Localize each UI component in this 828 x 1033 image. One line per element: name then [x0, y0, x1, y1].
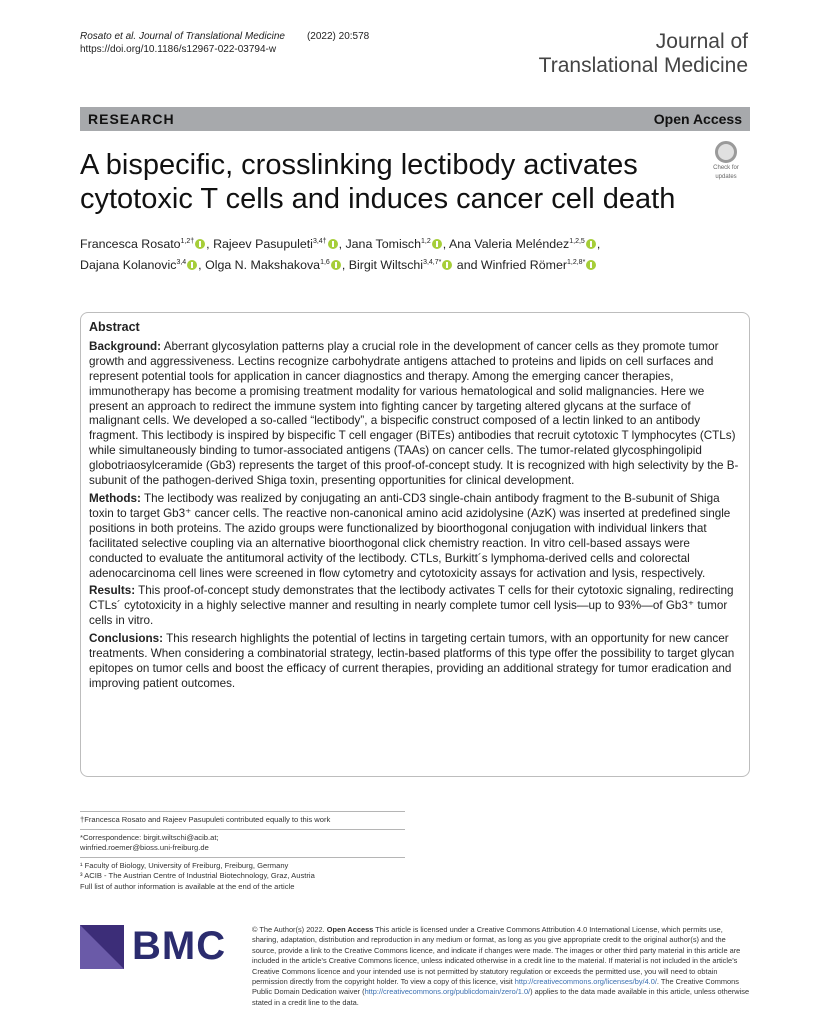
article-title-line1: A bispecific, crosslinking lectibody activates: [80, 149, 638, 181]
author-name: Birgit Wiltschi: [348, 258, 424, 272]
open-access-label: Open Access: [653, 111, 742, 127]
methods-text: The lectibody was realized by conjugating an anti-CD3 single-chain antibody fragment to the B-subunit of Shiga toxin to target Gb3⁺ cancer cells. The reactive non-canonical amino acid azidolysine (AzK) was inserted at predefined single positions in both proteins. The azido groups were functionalized by bioorthogonal conjugation with individual linkers that facilitated selective coupling via an alternative bioorthogonal click chemistry reaction. In vitro cell-based assays were conducted to evaluate the antitumoral activity of the lectibody. CTLs, Burkitt´s lymphoma-derived cells and colorectal adenocarcinoma cell lines were screened in flow cytometry and cytotoxicity assays for activation and lysis, respectively.: [89, 491, 731, 580]
license-body: This article is licensed under a Creative Commons Attribution 4.0 International License, which permits use, sharing, adaptation, distribution and reproduction in any medium or format, as long as you give appropriate credit to the original author(s) and the source, provide a link to the Creative Commons licence, and indicate if changes were made. The images or other third party material in this article are included in the article’s Creative Commons licence, unless indicated otherwise in a credit line to the material. If material is not included in the article’s Creative Commons licence and your intended use is not permitted by statutory regulation or exceeds the permitted use, you will need to obtain permission directly from the copyright holder. To view a copy of this licence, visit: [252, 925, 741, 987]
author-separator: ,: [206, 237, 214, 251]
journal-name-line2: Translational Medicine: [538, 54, 748, 77]
author-affiliation: 3,4†: [312, 238, 327, 245]
footnotes: [80, 811, 405, 895]
cc-by-link[interactable]: http://creativecommons.org/licenses/by/4.0/: [514, 977, 657, 987]
author-separator: ,: [442, 237, 449, 251]
author[interactable]: [345, 237, 442, 251]
author-separator: ,: [596, 237, 601, 251]
abstract-background: [89, 340, 741, 489]
author[interactable]: [80, 258, 198, 272]
affiliations-note: [80, 857, 405, 896]
bmc-wordmark: BMC: [132, 924, 227, 968]
affiliation-1: ¹ Faculty of Biology, University of Freiburg, Freiburg, Germany: [80, 860, 289, 870]
abstract-results: [89, 584, 741, 629]
author-name: Olga N. Makshakova: [205, 258, 321, 272]
copyright: © The Author(s) 2022.: [252, 925, 325, 934]
author[interactable]: [80, 237, 206, 251]
doi-link[interactable]: https://doi.org/10.1186/s12967-022-03794-w: [80, 44, 277, 55]
author-affiliation: 1,2: [421, 238, 431, 245]
orcid-icon[interactable]: [432, 239, 442, 249]
orcid-icon[interactable]: [586, 260, 596, 270]
abstract-methods: [89, 492, 741, 581]
correspondence-line-1[interactable]: *Correspondence: birgit.wiltschi@acib.at;: [80, 832, 219, 842]
equal-contribution-note: [80, 811, 405, 829]
author[interactable]: [213, 237, 339, 251]
license-text: [252, 925, 750, 1008]
results-text: This proof-of-concept study demonstrates that the lectibody activates T cells for their cytotoxic signaling, redirecting CTLs´ cytotoxicity in a highly selective manner and resulting in nearly complete tumor cell lysis—up to 93%—of Gb3⁺ tumor cells in vitro.: [89, 584, 734, 628]
orcid-icon[interactable]: [328, 239, 338, 249]
journal-name-line1: Journal of: [655, 30, 748, 53]
journal-name: [539, 30, 748, 78]
author-name: Dajana Kolanovic: [80, 258, 177, 272]
orcid-icon[interactable]: [331, 260, 341, 270]
results-label: Results:: [89, 584, 136, 598]
abstract-heading: Abstract: [89, 320, 140, 334]
full-author-info: Full list of author information is available at the end of the article: [80, 881, 295, 891]
equal-contribution-text: †Francesca Rosato and Rajeev Pasupuleti contributed equally to this work: [80, 815, 331, 824]
author-affiliation: 1,2†: [180, 238, 195, 245]
check-updates-label-2: updates: [715, 174, 737, 180]
bmc-logo: [80, 925, 250, 969]
orcid-icon[interactable]: [586, 239, 596, 249]
author-list: [80, 234, 750, 276]
license-body-2: . The Creative Commons Public Domain Dedication waiver (: [252, 977, 739, 997]
author[interactable]: [449, 237, 597, 251]
author-affiliation: 3,4,7*: [423, 259, 442, 266]
author[interactable]: [205, 258, 342, 272]
conclusions-text: This research highlights the potential of lectins in targeting certain tumors, with an opportunity for new cancer treatments. When considering a combinatorial strategy, lectin-based platforms of this type offer the possibility to target glycan epitopes on tumor cells and boost the efficacy of current therapies, providing an additional strategy for tumor eradication and improving patient outcomes.: [89, 632, 735, 690]
methods-label: Methods:: [89, 491, 141, 505]
author-affiliation: 1,6: [320, 259, 330, 266]
section-label: RESEARCH: [88, 111, 175, 127]
affiliation-3: ³ ACIB - The Austrian Centre of Industrial Biotechnology, Graz, Austria: [80, 871, 315, 880]
citation-year: (2022) 20:578: [306, 31, 370, 42]
section-bar: [80, 107, 750, 131]
author-separator: ,: [341, 258, 349, 272]
author-name: Jana Tomisch: [345, 237, 421, 251]
author-affiliation: 1,2,8*: [567, 259, 586, 266]
author-separator: and: [453, 258, 481, 272]
citation-journal: Journal of Translational Medicine: [138, 31, 285, 42]
author-affiliation: 3,4: [176, 259, 187, 266]
orcid-icon[interactable]: [195, 239, 205, 249]
citation-header: [80, 30, 369, 56]
orcid-icon[interactable]: [187, 260, 197, 270]
background-text: Aberrant glycosylation patterns play a crucial role in the development of cancer cells as they promote tumor growth and aggressiveness. Lectins recognize carbohydrate antigens attached to proteins and lipids on cell surfaces and represent potential tools for application in cancer diagnostics and therapy. Among the emerging cancer therapies, immunotherapy has become a promising treatment modality for various hematological and solid malignancies. Here we present an approach to redirect the immune system into fighting cancer by targeting altered glycans at the surface of malignant cells. We developed a so-called “lectibody”, a bispecific construct composed of a lectin linked to an antibody fragment. This lectibody is inspired by bispecific T cell engager (BiTEs) antibodies that recruit cytotoxic T lymphocytes (CTLs) while simultaneously binding to tumor-associated antigens (TAAs) on cancer cells. The tumor-related glycosphingolipid globotriaosylceramide (Gb3) represents the target of this proof-of-concept study. It is recognized with high selectivity by the B-subunit of the pathogen-derived Shiga toxin, presenting opportunities for clinical development.: [89, 339, 739, 488]
article-title: [80, 148, 700, 216]
author[interactable]: [481, 258, 597, 272]
abstract-conclusions: [89, 632, 741, 692]
author-name: Winfried Römer: [480, 258, 567, 272]
license-open-access-label: Open Access: [326, 925, 374, 934]
author-name: Francesca Rosato: [80, 237, 181, 251]
conclusions-label: Conclusions:: [89, 632, 164, 646]
author-name: Ana Valeria Meléndez: [448, 237, 570, 251]
check-updates-icon: [715, 141, 737, 163]
citation-authors: Rosato et al.: [80, 31, 137, 42]
background-label: Background:: [89, 339, 162, 353]
check-for-updates-badge[interactable]: [706, 141, 746, 181]
correspondence-line-2[interactable]: winfried.roemer@bioss.uni-freiburg.de: [80, 843, 209, 852]
correspondence-note: [80, 829, 405, 857]
cc0-link[interactable]: http://creativecommons.org/publicdomain/zero/1.0/: [364, 987, 531, 997]
author-name: Rajeev Pasupuleti: [213, 237, 313, 251]
license-body-3: ) applies to the data made available in this article, unless otherwise stated in a credit line to the data.: [252, 987, 750, 1007]
author-separator: ,: [338, 237, 346, 251]
author-affiliation: 1,2,5: [569, 238, 585, 245]
author-separator: ,: [198, 258, 206, 272]
orcid-icon[interactable]: [442, 260, 452, 270]
article-title-line2: cytotoxic T cells and induces cancer cell death: [80, 183, 676, 215]
bmc-mark-icon: [80, 925, 124, 969]
check-updates-label-1: Check for: [713, 165, 739, 171]
abstract-box: [80, 312, 750, 777]
author[interactable]: [349, 258, 454, 272]
